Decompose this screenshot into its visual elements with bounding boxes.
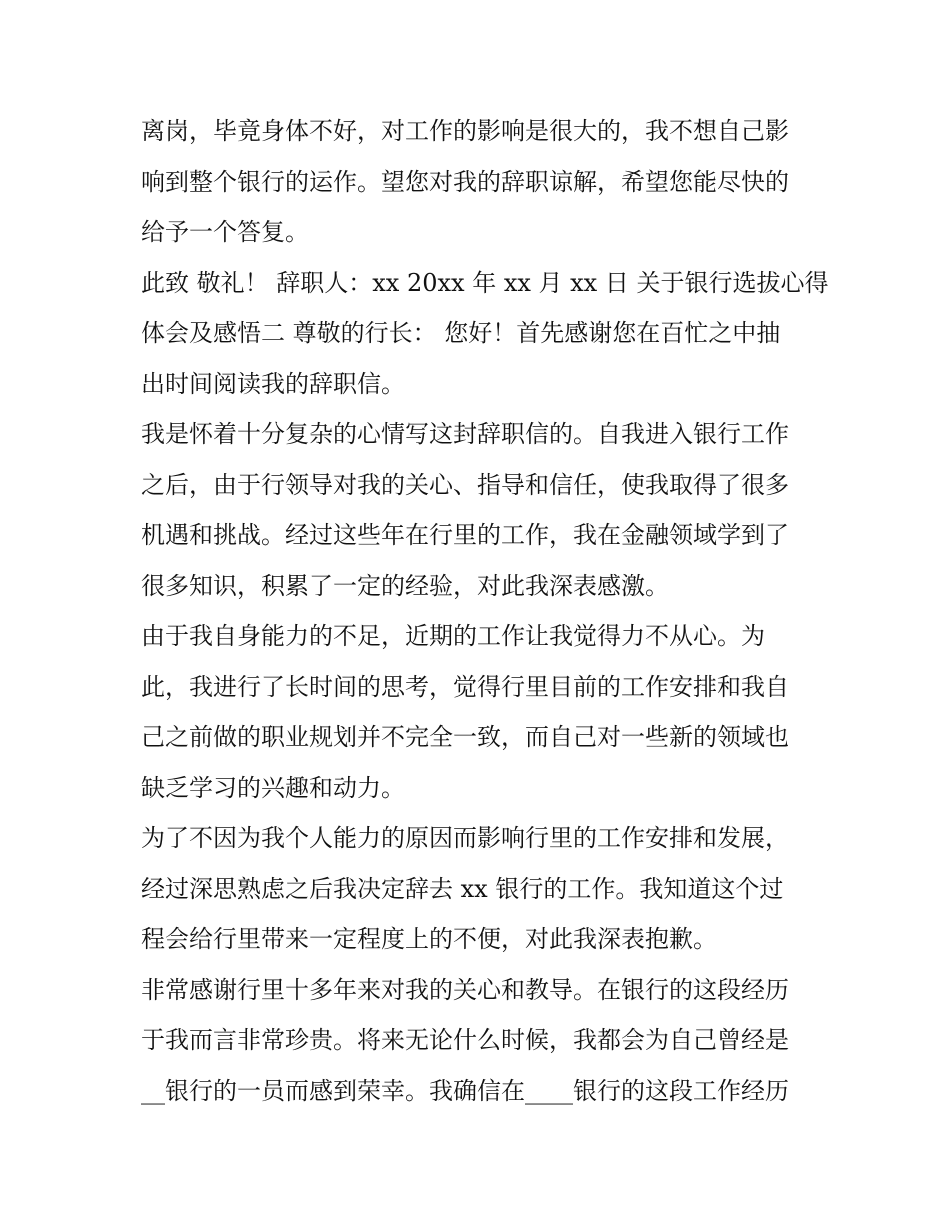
text-line: 很多知识，积累了一定的经验，对此我深表感激。 [141, 571, 669, 600]
text-line: 我是怀着十分复杂的心情写这封辞职信的。自我进入银行工作 [141, 420, 789, 448]
text-line: 己之前做的职业规划并不完全一致，而自己对一些新的领域也 [141, 723, 789, 751]
text-line: 给予一个答复。 [141, 218, 309, 246]
text-line: 缺乏学习的兴趣和动力。 [141, 773, 405, 802]
text-line: 机遇和挑战。经过这些年在行里的工作，我在金融领域学到了 [141, 521, 789, 549]
text-line: __银行的一员而感到荣幸。我确信在____银行的这段工作经历 [141, 1076, 789, 1105]
paragraph-5 [141, 813, 813, 965]
text-line: 之后，由于行领导对我的关心、指导和信任，使我取得了很多 [141, 470, 789, 499]
text-line: 于我而言非常珍贵。将来无论什么时候，我都会为自己曾经是 [141, 1026, 789, 1054]
text-line: 响到整个银行的运作。望您对我的辞职谅解，希望您能尽快的 [141, 167, 789, 196]
letter-body [141, 106, 829, 1116]
paragraph-6 [141, 965, 813, 1117]
paragraph-2 [141, 258, 829, 410]
paragraph-3 [141, 409, 813, 611]
text-line: 体会及感悟二 尊敬的行长： 您好！首先感谢您在百忙之中抽 [141, 319, 781, 347]
paragraph-4 [141, 611, 813, 813]
text-line: 非常感谢行里十多年来对我的关心和教导。在银行的这段经历 [141, 975, 789, 1004]
text-line: 出时间阅读我的辞职信。 [141, 369, 405, 398]
text-line: 程会给行里带来一定程度上的不便，对此我深表抱歉。 [141, 925, 717, 953]
text-line: 由于我自身能力的不足，近期的工作让我觉得力不从心。为 [141, 622, 765, 650]
text-line: 经过深思熟虑之后我决定辞去 xx 银行的工作。我知道这个过 [141, 874, 784, 903]
text-line: 此致 敬礼！ 辞职人：xx 20xx 年 xx 月 xx 日 关于银行选拔心得 [141, 268, 829, 297]
text-line: 此，我进行了长时间的思考，觉得行里目前的工作安排和我自 [141, 672, 789, 701]
text-line: 离岗，毕竟身体不好，对工作的影响是很大的，我不想自己影 [141, 117, 789, 145]
paragraph-1 [141, 106, 813, 258]
text-line: 为了不因为我个人能力的原因而影响行里的工作安排和发展， [141, 824, 789, 852]
